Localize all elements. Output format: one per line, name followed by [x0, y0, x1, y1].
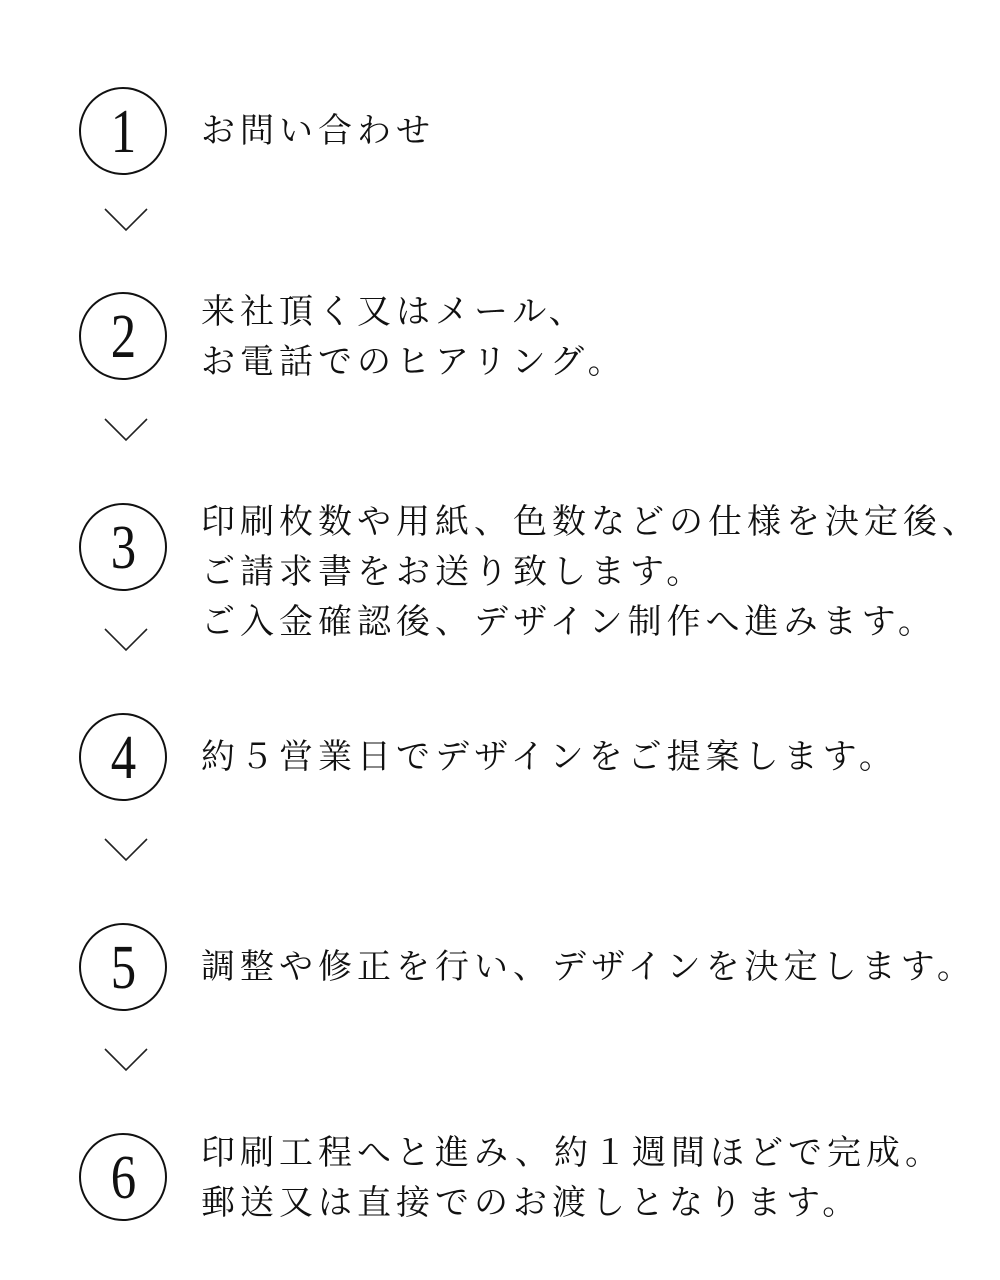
step-text-line: 郵送又は直接でのお渡しとなります。 — [201, 1183, 862, 1223]
step-number-circle — [79, 292, 167, 380]
step-text-line: ご請求書をお送り致します。 — [201, 552, 706, 592]
chevron-down-icon — [104, 418, 148, 442]
step-description — [201, 497, 981, 647]
chevron-down-icon — [104, 1048, 148, 1072]
step-text-line: お電話でのヒアリング。 — [201, 342, 627, 382]
step-number-circle — [79, 713, 167, 801]
step-number: 4 — [110, 724, 136, 792]
step-number-circle — [79, 503, 167, 591]
step-number: 3 — [110, 514, 136, 582]
step-text-line: お問い合わせ — [201, 111, 435, 151]
chevron-down-icon — [104, 838, 148, 862]
step-description — [201, 287, 627, 387]
step-number-circle — [79, 87, 167, 175]
step-number: 5 — [110, 934, 136, 1002]
step-number: 1 — [110, 98, 136, 166]
step-number: 6 — [110, 1144, 136, 1212]
step-text-line: 調整や修正を行い、デザインを決定します。 — [201, 947, 976, 987]
step-description — [201, 1128, 944, 1228]
step-text-line: ご入金確認後、デザイン制作へ進みます。 — [201, 602, 937, 642]
step-number-circle — [79, 923, 167, 1011]
chevron-down-icon — [104, 628, 148, 652]
step-description — [201, 732, 898, 782]
step-number-circle — [79, 1133, 167, 1221]
step-number: 2 — [110, 303, 136, 371]
step-text-line: 印刷工程へと進み、約１週間ほどで完成。 — [201, 1133, 945, 1173]
step-description — [201, 942, 976, 992]
step-text-line: 来社頂く又はメール、 — [201, 292, 588, 332]
chevron-down-icon — [104, 208, 148, 232]
step-description — [201, 106, 435, 156]
step-text-line: 約５営業日でデザインをご提案します。 — [201, 737, 898, 777]
step-text-line: 印刷枚数や用紙、色数などの仕様を決定後、 — [201, 502, 981, 542]
